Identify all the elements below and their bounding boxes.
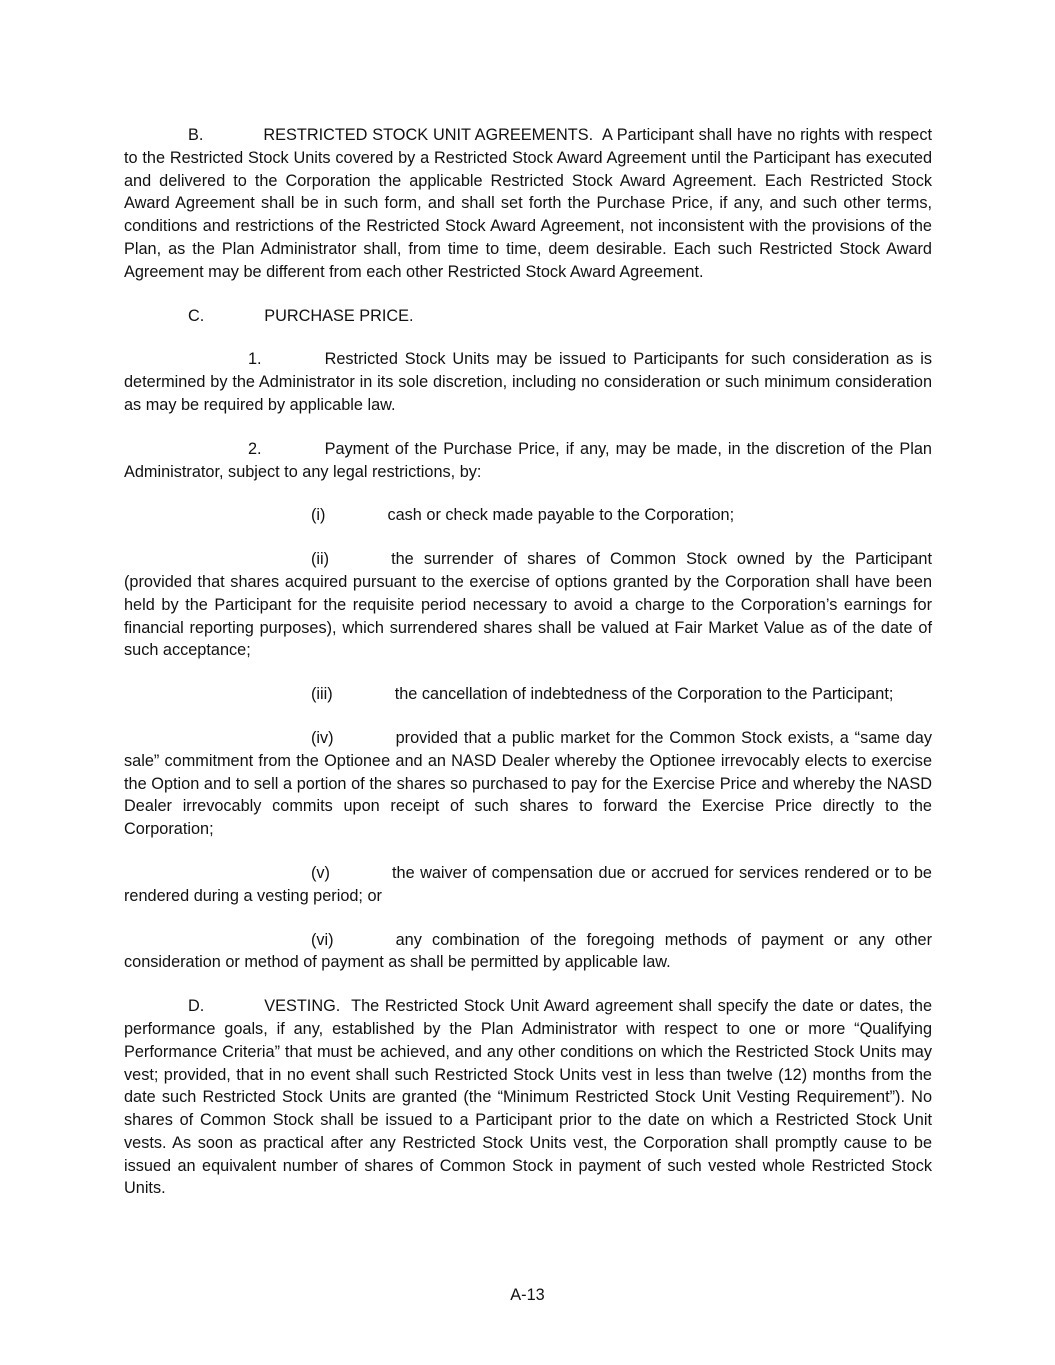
section-b-paragraph xyxy=(124,124,932,284)
section-b-title: RESTRICTED STOCK UNIT AGREEMENTS. xyxy=(263,126,594,144)
sub-item-v xyxy=(124,862,932,908)
sub-item-iii xyxy=(124,683,932,706)
section-d-title: VESTING. xyxy=(264,997,341,1016)
section-c-title: PURCHASE PRICE. xyxy=(264,306,414,325)
sub-item-number: (iii) xyxy=(311,685,333,704)
section-d-label: D. xyxy=(188,997,205,1016)
sub-item-text: the waiver of compensation due or accrued for services rendered or to be rendered during a vesting period; or xyxy=(124,863,932,905)
item-text: Payment of the Purchase Price, if any, may be made, in the discretion of the Plan Administrator, subject to any legal restrictions, by: xyxy=(124,439,932,481)
sub-item-number: (iv) xyxy=(311,728,334,747)
document-page xyxy=(124,124,932,1221)
sub-item-number: (v) xyxy=(311,863,330,882)
section-c-label: C. xyxy=(188,306,205,325)
sub-item-text: the surrender of shares of Common Stock owned by the Participant (provided that shares acquired pursuant to the exercise of options granted by the Corporation shall have been held by the Participant for the requisite period necessary to avoid a charge to the Corporation’s earnings for financial reporting purposes), which surrendered shares shall be valued at Fair Market Value as of the date of such acceptance; xyxy=(124,550,932,660)
item-text: Restricted Stock Units may be issued to Participants for such consideration as is determined by the Administrator in its sole discretion, including no consideration or such minimum consideration as may be required by applicable law. xyxy=(124,350,932,414)
section-c-heading xyxy=(124,305,932,328)
sub-item-text: provided that a public market for the Common Stock exists, a “same day sale” commitment from the Optionee and an NASD Dealer whereby the Optionee irrevocably elects to exercise the Option and to sell a portion of the shares so purchased to pay for the Exercise Price and whereby the NASD Dealer irrevocably commits upon receipt of such shares to forward the Exercise Price directly to the Corporation; xyxy=(124,728,932,839)
section-c-item-1 xyxy=(124,348,932,416)
section-c-item-2 xyxy=(124,438,932,484)
sub-item-text: the cancellation of indebtedness of the Corporation to the Participant; xyxy=(394,685,894,704)
sub-item-vi xyxy=(124,929,932,975)
sub-item-iv xyxy=(124,727,932,841)
sub-item-text: any combination of the foregoing methods of payment or any other consideration or method of payment as shall be permitted by applicable law. xyxy=(124,930,932,972)
sub-item-number: (i) xyxy=(311,506,326,525)
sub-item-text: cash or check made payable to the Corporation; xyxy=(387,506,735,525)
section-b-text: A Participant shall have no rights with respect to the Restricted Stock Units covered by a Restricted Stock Award Agreement until the Participant has executed and delivered to the Corporation the applicable Restricted Stock Award Agreement. Each Restricted Stock Award Agreement shall be in such form, and shall set forth the Purchase Price, if any, and such other terms, conditions and restrictions of the Restricted Stock Award Agreement, not inconsistent with the provisions of the Plan, as the Plan Administrator shall, from time to time, deem desirable. Each such Restricted Stock Award Agreement may be different from each other Restricted Stock Award Agreement. xyxy=(124,126,932,281)
sub-item-number: (vi) xyxy=(311,930,334,949)
sub-item-number: (ii) xyxy=(311,550,330,569)
section-d-text: The Restricted Stock Unit Award agreement shall specify the date or dates, the performance goals, if any, established by the Plan Administrator with respect to one or more “Qualifying Performance Criteria” that must be achieved, and any other conditions on which the Restricted Stock Units may vest; provided, that in no event shall such Restricted Stock Units vest in less than twelve (12) months from the date such Restricted Stock Units are granted (the “Minimum Restricted Stock Unit Vesting Requirement”). No shares of Common Stock shall be issued to a Participant prior to the date on which a Restricted Stock Unit vests. As soon as practical after any Restricted Stock Units vest, the Corporation shall promptly cause to be issued an equivalent number of shares of Common Stock in payment of such vested whole Restricted Stock Units. xyxy=(124,997,932,1198)
item-number: 2. xyxy=(248,439,262,458)
sub-item-ii xyxy=(124,548,932,662)
page-number: A-13 xyxy=(510,1286,545,1304)
item-number: 1. xyxy=(248,350,262,369)
sub-item-i xyxy=(124,504,932,527)
section-d-paragraph xyxy=(124,995,932,1200)
section-b-label: B. xyxy=(188,126,204,144)
